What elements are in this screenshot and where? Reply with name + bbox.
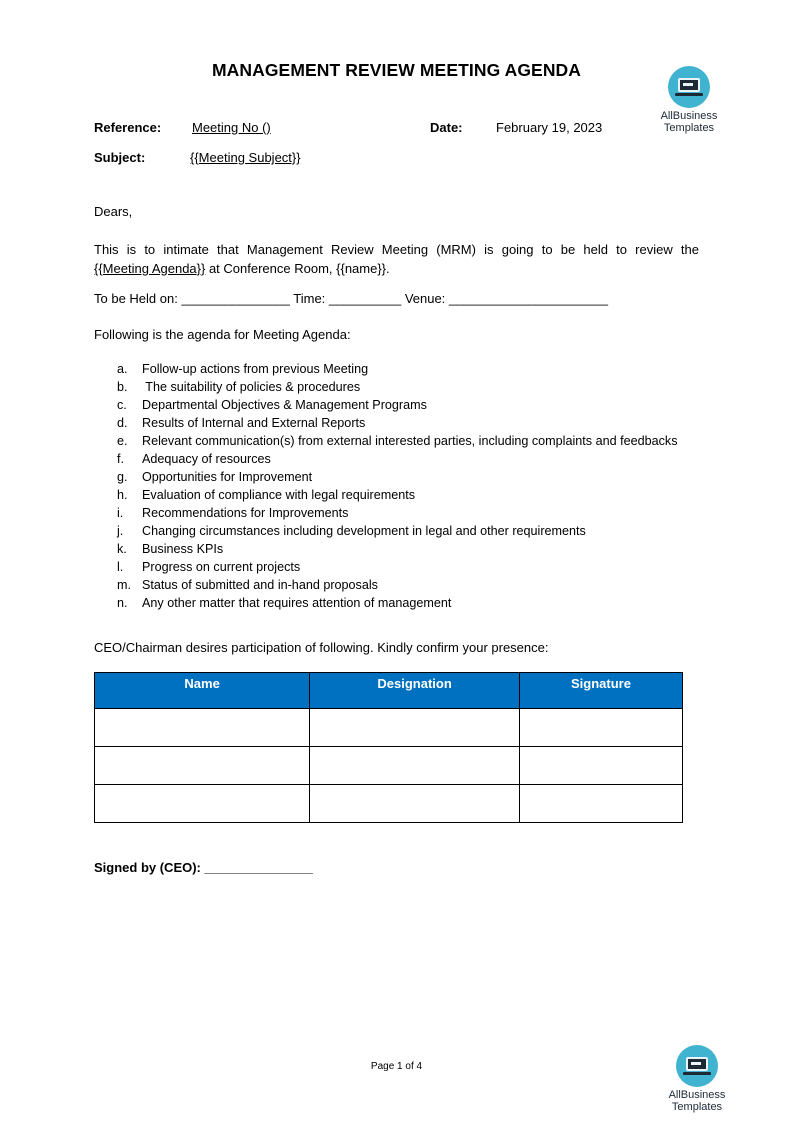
- page-number: Page 1 of 4: [370, 1061, 423, 1072]
- table-cell[interactable]: [95, 709, 310, 747]
- list-item: c. Departmental Objectives & Management Programs: [117, 398, 427, 412]
- participation-text: CEO/Chairman desires participation of following. Kindly confirm your presence:: [94, 640, 549, 655]
- list-item: i. Recommendations for Improvements: [117, 506, 349, 520]
- table-cell[interactable]: [310, 709, 520, 747]
- list-item: f. Adequacy of resources: [117, 452, 271, 466]
- table-cell[interactable]: [519, 785, 682, 823]
- logo-line1: AllBusiness: [668, 1089, 726, 1101]
- table-row: [95, 785, 683, 823]
- list-item: m. Status of submitted and in-hand proposals: [117, 578, 378, 592]
- held-on-line: To be Held on: _______________ Time: __________ Venue: ______________________: [94, 291, 608, 306]
- table-cell[interactable]: [95, 747, 310, 785]
- document-title: MANAGEMENT REVIEW MEETING AGENDA: [211, 60, 582, 80]
- list-item: h. Evaluation of compliance with legal requirements: [117, 488, 416, 502]
- participants-table: [94, 672, 683, 823]
- reference-label: Reference:: [94, 120, 162, 135]
- list-item: e. Relevant communication(s) from external interested parties, including complaints and feedbacks: [117, 434, 678, 448]
- laptop-icon: [676, 1045, 718, 1087]
- subject-label: Subject:: [94, 150, 146, 165]
- meeting-agenda-placeholder: {{Meeting Agenda}}: [94, 261, 206, 276]
- intro-line-1: This is to intimate that Management Review Meeting (MRM) is going to be held to review the: [94, 242, 699, 257]
- list-item: a. Follow-up actions from previous Meeting: [117, 362, 369, 376]
- column-header-designation: Designation: [310, 673, 520, 709]
- laptop-icon: [668, 66, 710, 108]
- logo-line2: Templates: [663, 122, 715, 134]
- list-item: d. Results of Internal and External Reports: [117, 416, 366, 430]
- greeting: Dears,: [94, 204, 133, 219]
- brand-logo-bottom: [657, 1045, 737, 1113]
- table-cell[interactable]: [310, 785, 520, 823]
- signed-by-line: Signed by (CEO): _______________: [94, 860, 313, 875]
- column-header-name: Name: [95, 673, 310, 709]
- list-item: k. Business KPIs: [117, 542, 224, 556]
- subject-value: {{Meeting Subject}}: [190, 150, 301, 165]
- logo-line1: AllBusiness: [660, 110, 718, 122]
- brand-logo-top: [649, 66, 729, 134]
- reference-value: Meeting No (): [192, 120, 271, 135]
- table-cell[interactable]: [95, 785, 310, 823]
- intro-line-2: [94, 259, 699, 278]
- table-row: [95, 747, 683, 785]
- list-item: l. Progress on current projects: [117, 560, 301, 574]
- list-item: n. Any other matter that requires attention of management: [117, 596, 452, 610]
- agenda-intro: Following is the agenda for Meeting Agenda:: [94, 327, 351, 342]
- agenda-list: [117, 360, 699, 612]
- list-item: j. Changing circumstances including development in legal and other requirements: [117, 524, 586, 538]
- column-header-signature: Signature: [519, 673, 682, 709]
- table-cell[interactable]: [310, 747, 520, 785]
- logo-line2: Templates: [671, 1101, 723, 1113]
- table-row: [95, 709, 683, 747]
- list-item: b. The suitability of policies & procedures: [117, 380, 361, 394]
- list-item: g. Opportunities for Improvement: [117, 470, 313, 484]
- intro-line-2-rest: at Conference Room, {{name}}.: [205, 261, 390, 276]
- date-value: February 19, 2023: [496, 120, 603, 135]
- date-label: Date:: [430, 120, 463, 135]
- table-cell[interactable]: [519, 747, 682, 785]
- table-cell[interactable]: [519, 709, 682, 747]
